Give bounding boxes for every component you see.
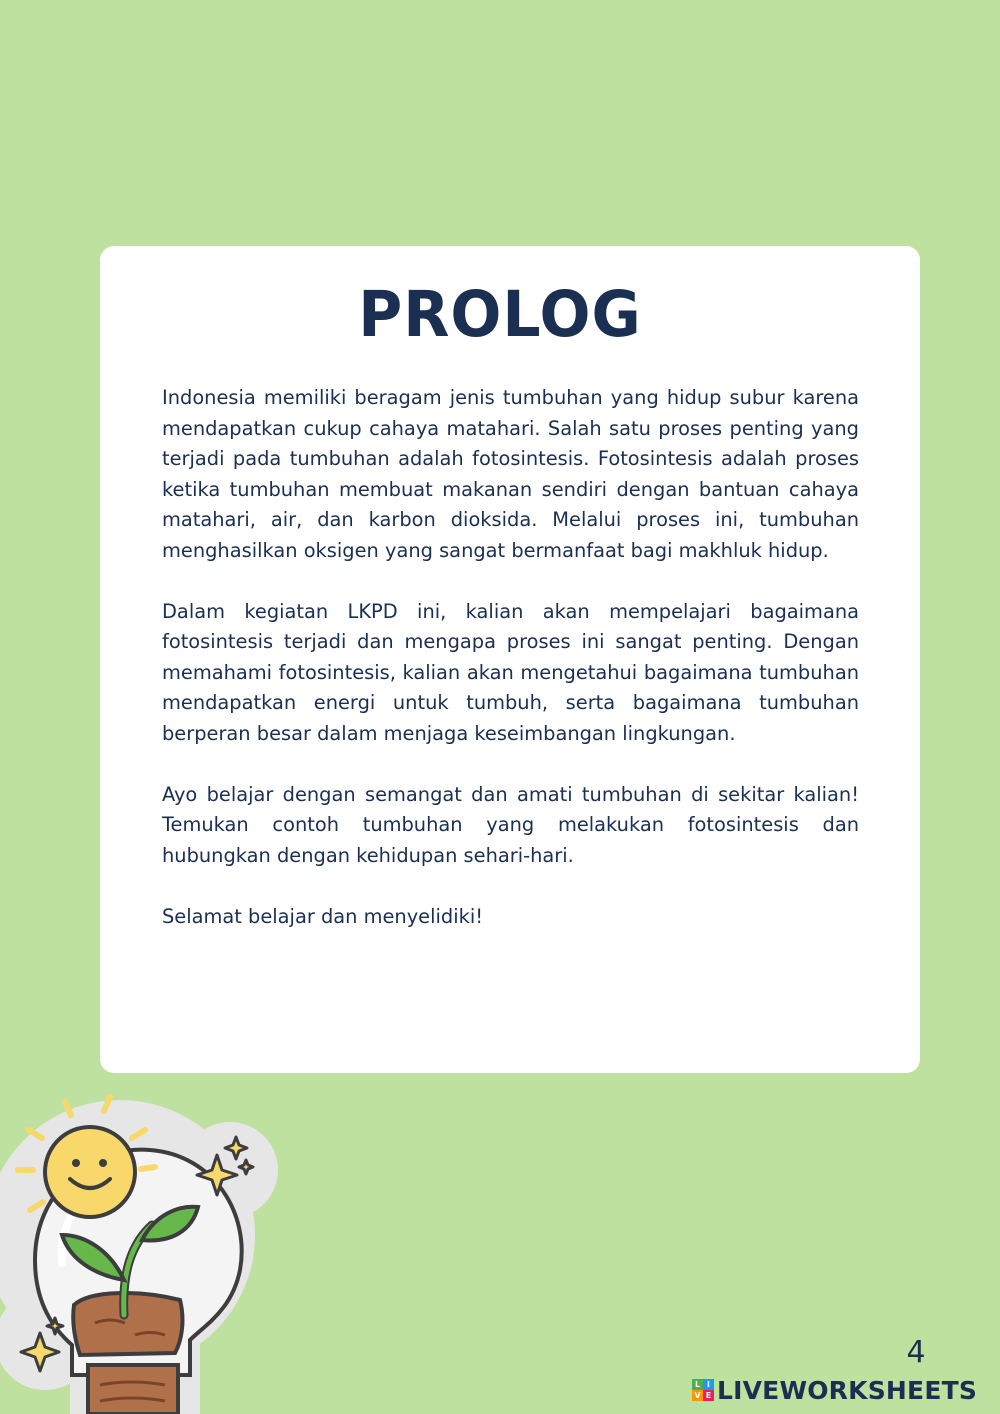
prolog-text xyxy=(162,383,859,932)
paragraph-3: Ayo belajar dengan semangat dan amati tumbuhan di sekitar kalian! Temukan contoh tumbuhan yang melakukan fotosintesis dan hubungkan dengan kehidupan sehari-hari. xyxy=(162,782,859,867)
paragraph-4: Selamat belajar dan menyelidiki! xyxy=(162,904,483,928)
paragraph-1: Indonesia memiliki beragam jenis tumbuhan yang hidup subur karena mendapatkan cukup cahaya matahari. Salah satu proses penting yang terjadi pada tumbuhan adalah fotosintesis. Fotosintesis adalah proses ketika tumbuhan membuat makanan sendiri dengan bantuan cahaya matahari, air, dan karbon dioksida. Melalui proses ini, tumbuhan menghasilkan oksigen yang sangat bermanfaat bagi makhluk hidup. xyxy=(162,386,859,562)
liveworksheets-logo xyxy=(692,1374,977,1406)
bulb-base-icon xyxy=(88,1365,178,1414)
page-title: PROLOG xyxy=(358,278,642,352)
page-number: 4 xyxy=(906,1335,926,1370)
liveworksheets-mark-icon: L I V E xyxy=(692,1379,714,1401)
brand-name: LIVEWORKSHEETS xyxy=(717,1375,978,1405)
sun-lightbulb-sprout-icon xyxy=(0,1075,290,1414)
paragraph-2: Dalam kegiatan LKPD ini, kalian akan mempelajari bagaimana fotosintesis terjadi dan mengapa proses ini sangat penting. Dengan memahami fotosintesis, kalian akan mengetahui bagaimana tumbuhan mendapatkan energi untuk tumbuh, serta bagaimana tumbuhan berperan besar dalam menjaga keseimbangan lingkungan. xyxy=(162,599,859,745)
